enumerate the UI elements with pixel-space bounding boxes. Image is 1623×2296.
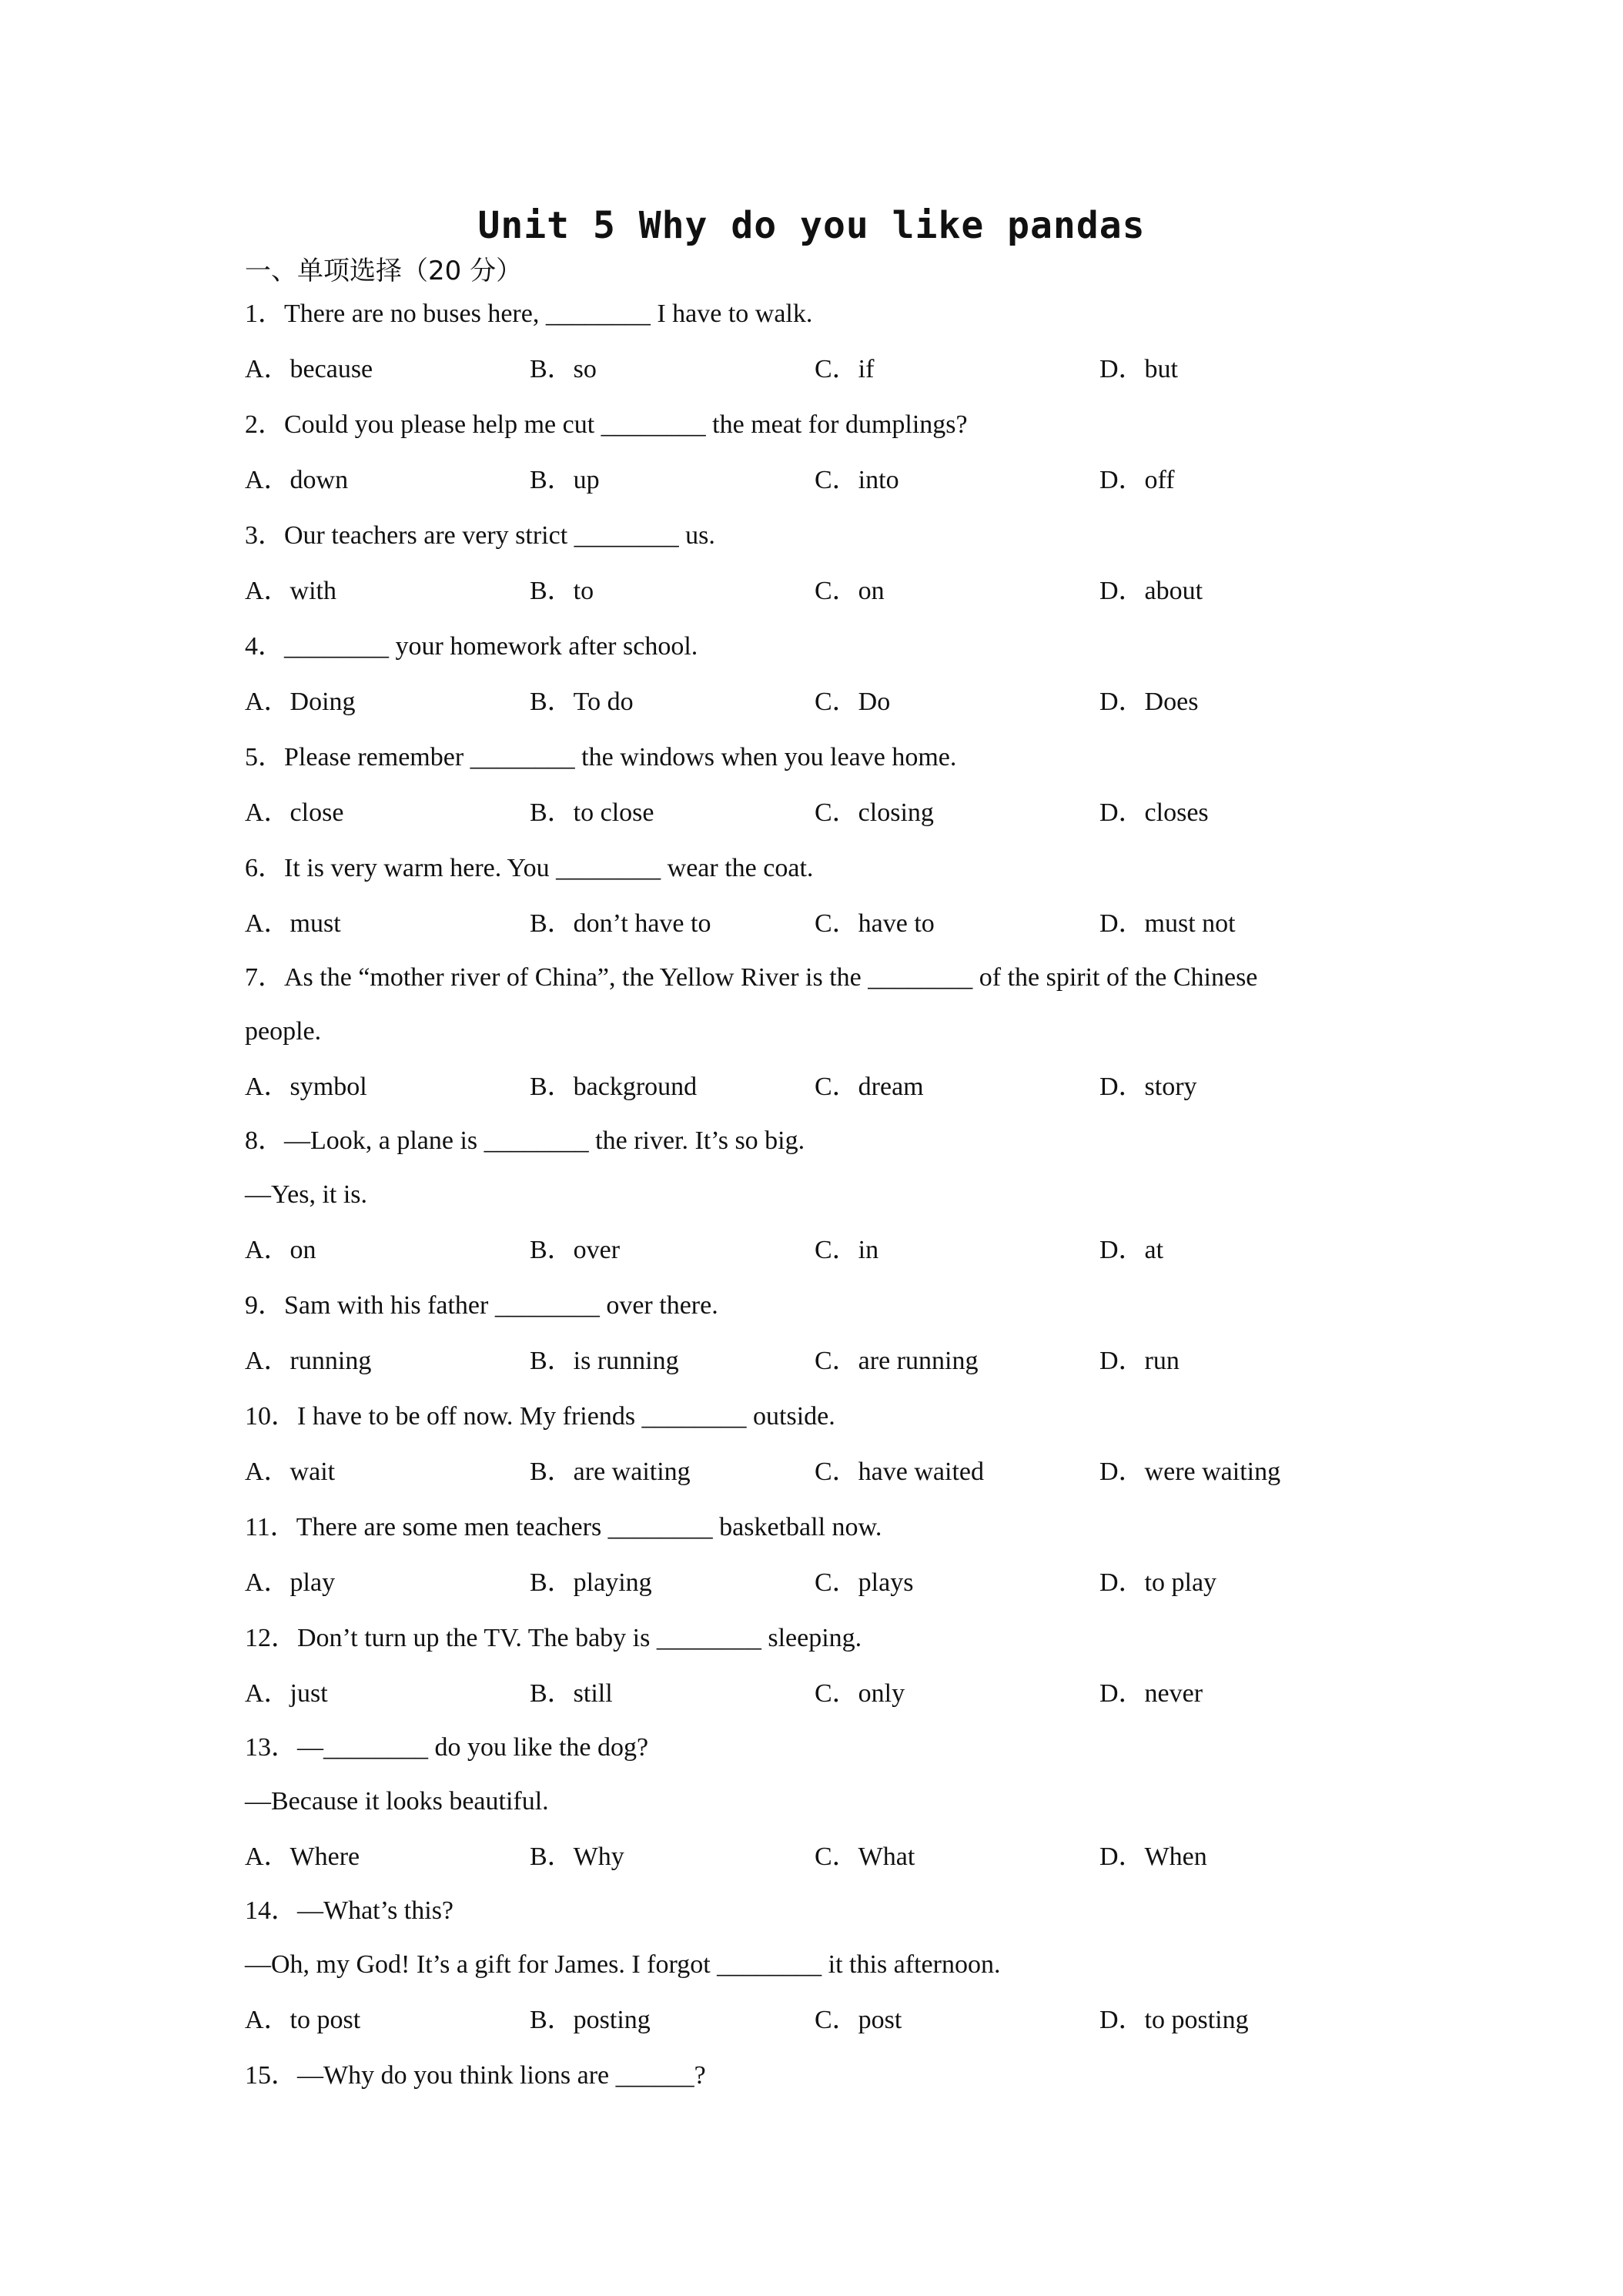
option-a: A．just <box>245 1679 328 1708</box>
question-item <box>245 1611 1400 1722</box>
option-a: A．play <box>245 1568 336 1597</box>
option-b: B．posting <box>530 2006 651 2034</box>
answer-options <box>245 564 1400 619</box>
option-a: A．Doing <box>245 688 356 716</box>
answer-options <box>245 1444 1400 1500</box>
option-a: A．because <box>245 355 373 383</box>
answer-options <box>245 1059 1400 1115</box>
option-c: C．into <box>815 466 899 494</box>
option-a: A．on <box>245 1236 316 1264</box>
question-stem: 5．Please remember ________ the windows when you leave home. <box>245 743 957 771</box>
option-a: A．Where <box>245 1842 360 1871</box>
option-c: C．on <box>815 577 885 605</box>
question-item <box>245 730 1400 841</box>
option-d: D．were waiting <box>1099 1458 1281 1486</box>
option-c: C．closing <box>815 798 934 827</box>
answer-options <box>245 674 1400 730</box>
option-b: B．are waiting <box>530 1458 691 1486</box>
page-title: Unit 5 Why do you like pandas <box>477 204 1146 247</box>
option-d: D．run <box>1099 1347 1180 1375</box>
option-d: D．at <box>1099 1236 1164 1264</box>
section-title: 一、单项选择（20 分） <box>245 256 523 286</box>
question-stem: 7．As the “mother river of China”, the Yellow River is the ________ of the spirit of the Chinese <box>245 963 1258 992</box>
question-stem: 13．—________ do you like the dog? <box>245 1733 649 1762</box>
question-stem: 11．There are some men teachers ________ basketball now. <box>245 1513 882 1541</box>
option-c: C．Do <box>815 688 891 716</box>
question-item <box>245 1885 1400 2048</box>
answer-options <box>245 1223 1400 1278</box>
option-b: B．background <box>530 1073 698 1101</box>
option-d: D．must not <box>1099 909 1236 938</box>
question-stem: 9．Sam with his father ________ over there. <box>245 1291 718 1320</box>
option-b: B．To do <box>530 688 634 716</box>
question-item <box>245 619 1400 730</box>
question-item <box>245 508 1400 619</box>
question-stem: 4．________ your homework after school. <box>245 632 698 661</box>
option-b: B．is running <box>530 1347 679 1375</box>
option-a: A．with <box>245 577 336 605</box>
option-c: C．are running <box>815 1347 979 1375</box>
option-b: B．so <box>530 355 597 383</box>
question-item <box>245 1389 1400 1500</box>
question-item <box>245 841 1400 952</box>
question-stem: 10．I have to be off now. My friends ________ outside. <box>245 1402 835 1431</box>
option-b: B．still <box>530 1679 613 1708</box>
question-item <box>245 1500 1400 1611</box>
option-d: D．to posting <box>1099 2006 1249 2034</box>
option-a: A．close <box>245 798 344 827</box>
question-stem: 14．—What’s this? <box>245 1896 454 1925</box>
answer-options <box>245 1829 1400 1885</box>
question-stem: 3．Our teachers are very strict ________ us. <box>245 521 715 550</box>
option-b: B．to <box>530 577 594 605</box>
question-stem-continued: —Yes, it is. <box>245 1180 368 1209</box>
option-c: C．have waited <box>815 1458 984 1486</box>
option-c: C．in <box>815 1236 879 1264</box>
question-stem: 12．Don’t turn up the TV. The baby is ________ sleeping. <box>245 1624 862 1652</box>
option-d: D．about <box>1099 577 1203 605</box>
option-c: C．only <box>815 1679 905 1708</box>
option-b: B．over <box>530 1236 621 1264</box>
question-stem: 6．It is very warm here. You ________ wear the coat. <box>245 854 814 882</box>
option-d: D．When <box>1099 1842 1207 1871</box>
option-c: C．post <box>815 2006 902 2034</box>
question-item <box>245 286 1400 397</box>
question-item <box>245 1278 1400 1389</box>
answer-options <box>245 1334 1400 1389</box>
answer-options <box>245 896 1400 952</box>
answer-options <box>245 1993 1400 2048</box>
option-a: A．to post <box>245 2006 361 2034</box>
answer-options <box>245 453 1400 508</box>
answer-options <box>245 785 1400 841</box>
option-c: C．dream <box>815 1073 924 1101</box>
option-b: B．up <box>530 466 600 494</box>
option-d: D．to play <box>1099 1568 1217 1597</box>
option-b: B．Why <box>530 1842 624 1871</box>
option-d: D．closes <box>1099 798 1209 827</box>
question-stem-continued: —Oh, my God! It’s a gift for James. I forgot ________ it this afternoon. <box>245 1950 1001 1979</box>
option-c: C．have to <box>815 909 935 938</box>
question-item <box>245 1115 1400 1278</box>
option-c: C．What <box>815 1842 915 1871</box>
option-a: A．must <box>245 909 341 938</box>
option-d: D．story <box>1099 1073 1197 1101</box>
option-a: A．running <box>245 1347 372 1375</box>
option-d: D．but <box>1099 355 1178 383</box>
answer-options <box>245 1555 1400 1611</box>
option-d: D．never <box>1099 1679 1203 1708</box>
question-item <box>245 397 1400 508</box>
option-c: C．if <box>815 355 875 383</box>
question-list <box>245 286 1400 2104</box>
option-b: B．to close <box>530 798 654 827</box>
option-a: A．symbol <box>245 1073 367 1101</box>
option-c: C．plays <box>815 1568 914 1597</box>
question-stem: 8．—Look, a plane is ________ the river. It’s so big. <box>245 1126 805 1155</box>
option-b: B．playing <box>530 1568 652 1597</box>
question-item <box>245 952 1400 1115</box>
option-d: D．Does <box>1099 688 1199 716</box>
question-stem: 2．Could you please help me cut ________ the meat for dumplings? <box>245 410 968 439</box>
option-b: B．don’t have to <box>530 909 711 938</box>
question-stem: 1．There are no buses here, ________ I have to walk. <box>245 300 813 328</box>
answer-options <box>245 1666 1400 1722</box>
option-a: A．down <box>245 466 349 494</box>
option-d: D．off <box>1099 466 1175 494</box>
question-stem-continued: people. <box>245 1017 322 1046</box>
question-item <box>245 2048 1400 2104</box>
question-item <box>245 1722 1400 1885</box>
option-a: A．wait <box>245 1458 336 1486</box>
answer-options <box>245 342 1400 397</box>
question-stem-continued: —Because it looks beautiful. <box>245 1787 549 1816</box>
question-stem: 15．—Why do you think lions are ______? <box>245 2061 706 2090</box>
